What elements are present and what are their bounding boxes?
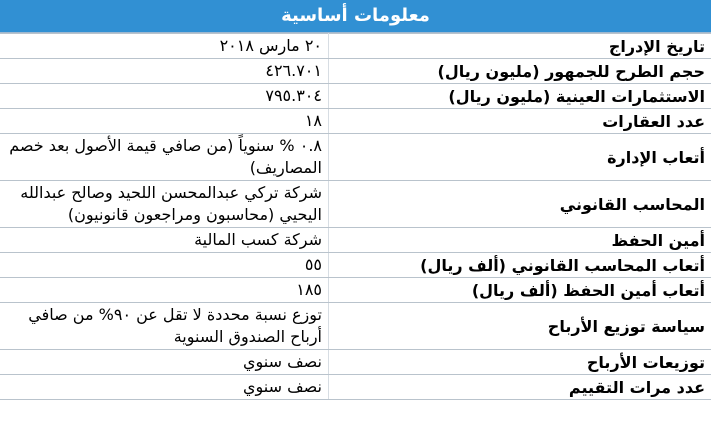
row-label: أتعاب المحاسب القانوني (ألف ريال) xyxy=(329,253,711,278)
row-value: ٢٠ مارس ٢٠١٨ xyxy=(0,34,329,59)
row-value: ١٨٥ xyxy=(0,278,329,303)
row-value: ١٨ xyxy=(0,109,329,134)
row-label: عدد العقارات xyxy=(329,109,711,134)
row-value: ٥٥ xyxy=(0,253,329,278)
table-row xyxy=(0,84,711,109)
table-row xyxy=(0,303,711,350)
row-value: ٧٩٥.٣٠٤ xyxy=(0,84,329,109)
row-label: المحاسب القانوني xyxy=(329,181,711,228)
row-label: أتعاب الإدارة xyxy=(329,134,711,181)
row-label: الاستثمارات العينية (مليون ريال) xyxy=(329,84,711,109)
section-header: معلومات أساسية xyxy=(0,0,711,33)
table-row xyxy=(0,253,711,278)
row-value: ٠.٨ % سنوياً (من صافي قيمة الأصول بعد خصم المصاريف) xyxy=(0,134,329,181)
row-value: نصف سنوي xyxy=(0,375,329,400)
row-value: توزع نسبة محددة لا تقل عن ٩٠% من صافي أرباح الصندوق السنوية xyxy=(0,303,329,350)
row-value: ٤٢٦.٧٠١ xyxy=(0,59,329,84)
row-value: شركة تركي عبدالمحسن اللحيد وصالح عبدالله اليحيي (محاسبون ومراجعون قانونيون) xyxy=(0,181,329,228)
row-value: نصف سنوي xyxy=(0,350,329,375)
row-label: توزيعات الأرباح xyxy=(329,350,711,375)
table-row xyxy=(0,375,711,400)
table-row xyxy=(0,181,711,228)
row-label: أتعاب أمين الحفظ (ألف ريال) xyxy=(329,278,711,303)
table-row xyxy=(0,350,711,375)
table-row xyxy=(0,109,711,134)
row-label: أمين الحفظ xyxy=(329,228,711,253)
row-label: عدد مرات التقييم xyxy=(329,375,711,400)
row-label: سياسة توزيع الأرباح xyxy=(329,303,711,350)
table-row xyxy=(0,59,711,84)
table-row xyxy=(0,278,711,303)
row-label: حجم الطرح للجمهور (مليون ريال) xyxy=(329,59,711,84)
table-row xyxy=(0,34,711,59)
row-value: شركة كسب المالية xyxy=(0,228,329,253)
row-label: تاريخ الإدراج xyxy=(329,34,711,59)
info-table xyxy=(0,33,711,400)
table-row xyxy=(0,134,711,181)
table-row xyxy=(0,228,711,253)
